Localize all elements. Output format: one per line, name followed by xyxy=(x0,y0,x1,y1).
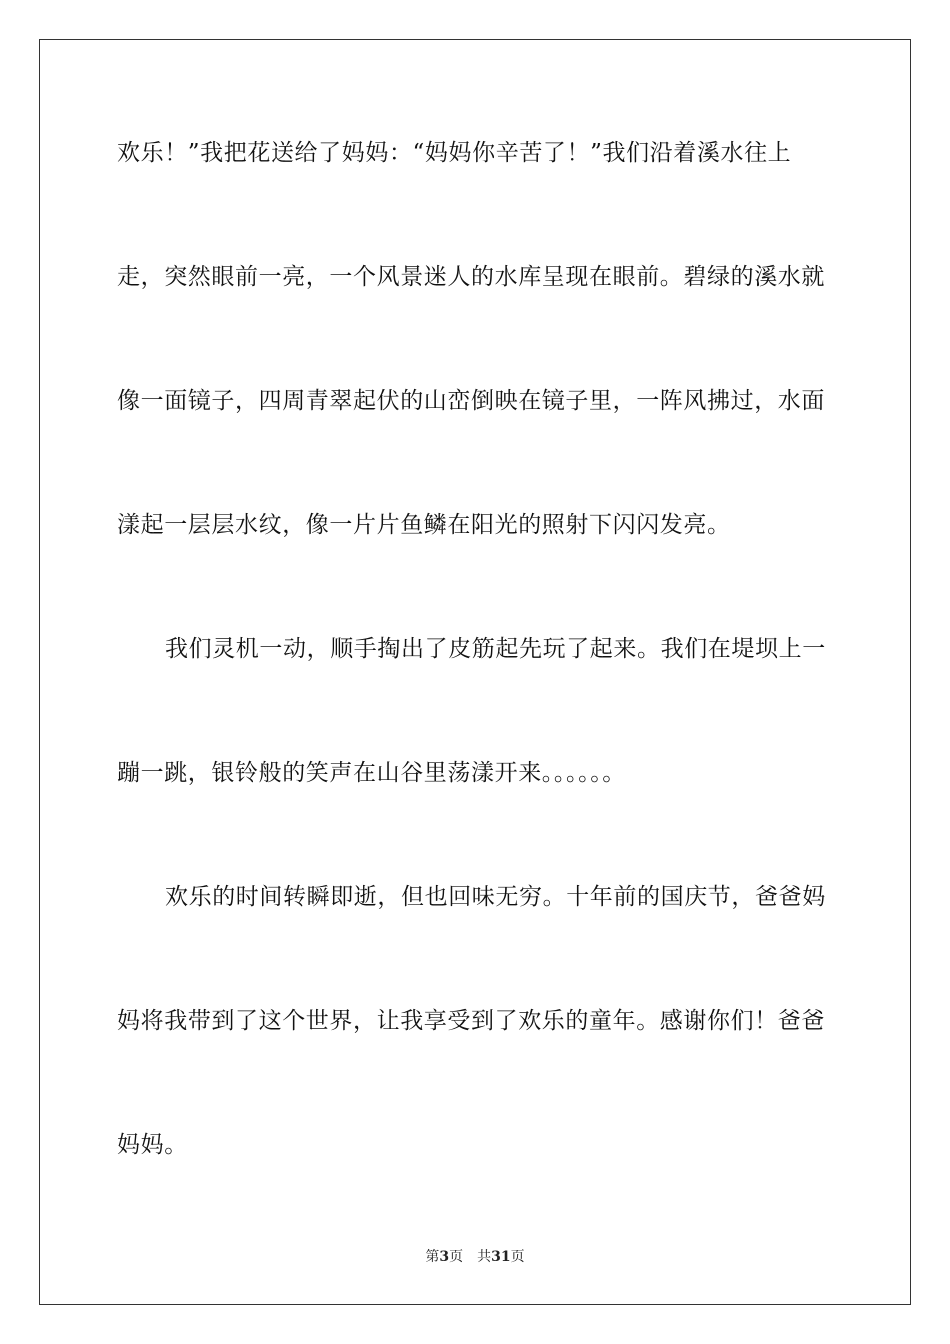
total-prefix: 共 xyxy=(477,1249,492,1265)
page-border xyxy=(39,39,911,1305)
page-footer xyxy=(0,1248,950,1266)
page-number: 3 xyxy=(439,1249,450,1265)
page-prefix: 第 xyxy=(425,1249,440,1265)
text-line: 漾起一层层水纹，像一片片鱼鳞在阳光的照射下闪闪发亮。 xyxy=(117,512,731,538)
text-line: 走，突然眼前一亮，一个风景迷人的水库呈现在眼前。碧绿的溪水就 xyxy=(117,264,825,290)
text-line: 妈妈。 xyxy=(117,1132,188,1158)
text-line: 我们灵机一动，顺手掏出了皮筋起先玩了起来。我们在堤坝上一 xyxy=(165,636,826,662)
total-pages: 31 xyxy=(491,1249,511,1265)
total-suffix: 页 xyxy=(510,1249,525,1265)
text-line: 欢乐的时间转瞬即逝，但也回味无穷。十年前的国庆节，爸爸妈 xyxy=(165,884,826,910)
text-line: 妈将我带到了这个世界，让我享受到了欢乐的童年。感谢你们！爸爸 xyxy=(117,1008,825,1034)
page-suffix: 页 xyxy=(449,1249,464,1265)
text-line: 欢乐！”我把花送给了妈妈：“妈妈你辛苦了！”我们沿着溪水往上 xyxy=(117,140,792,166)
text-line: 蹦一跳，银铃般的笑声在山谷里荡漾开来。。。。。。 xyxy=(117,760,626,786)
text-line: 像一面镜子，四周青翠起伏的山峦倒映在镜子里，一阵风拂过，水面 xyxy=(117,388,825,414)
